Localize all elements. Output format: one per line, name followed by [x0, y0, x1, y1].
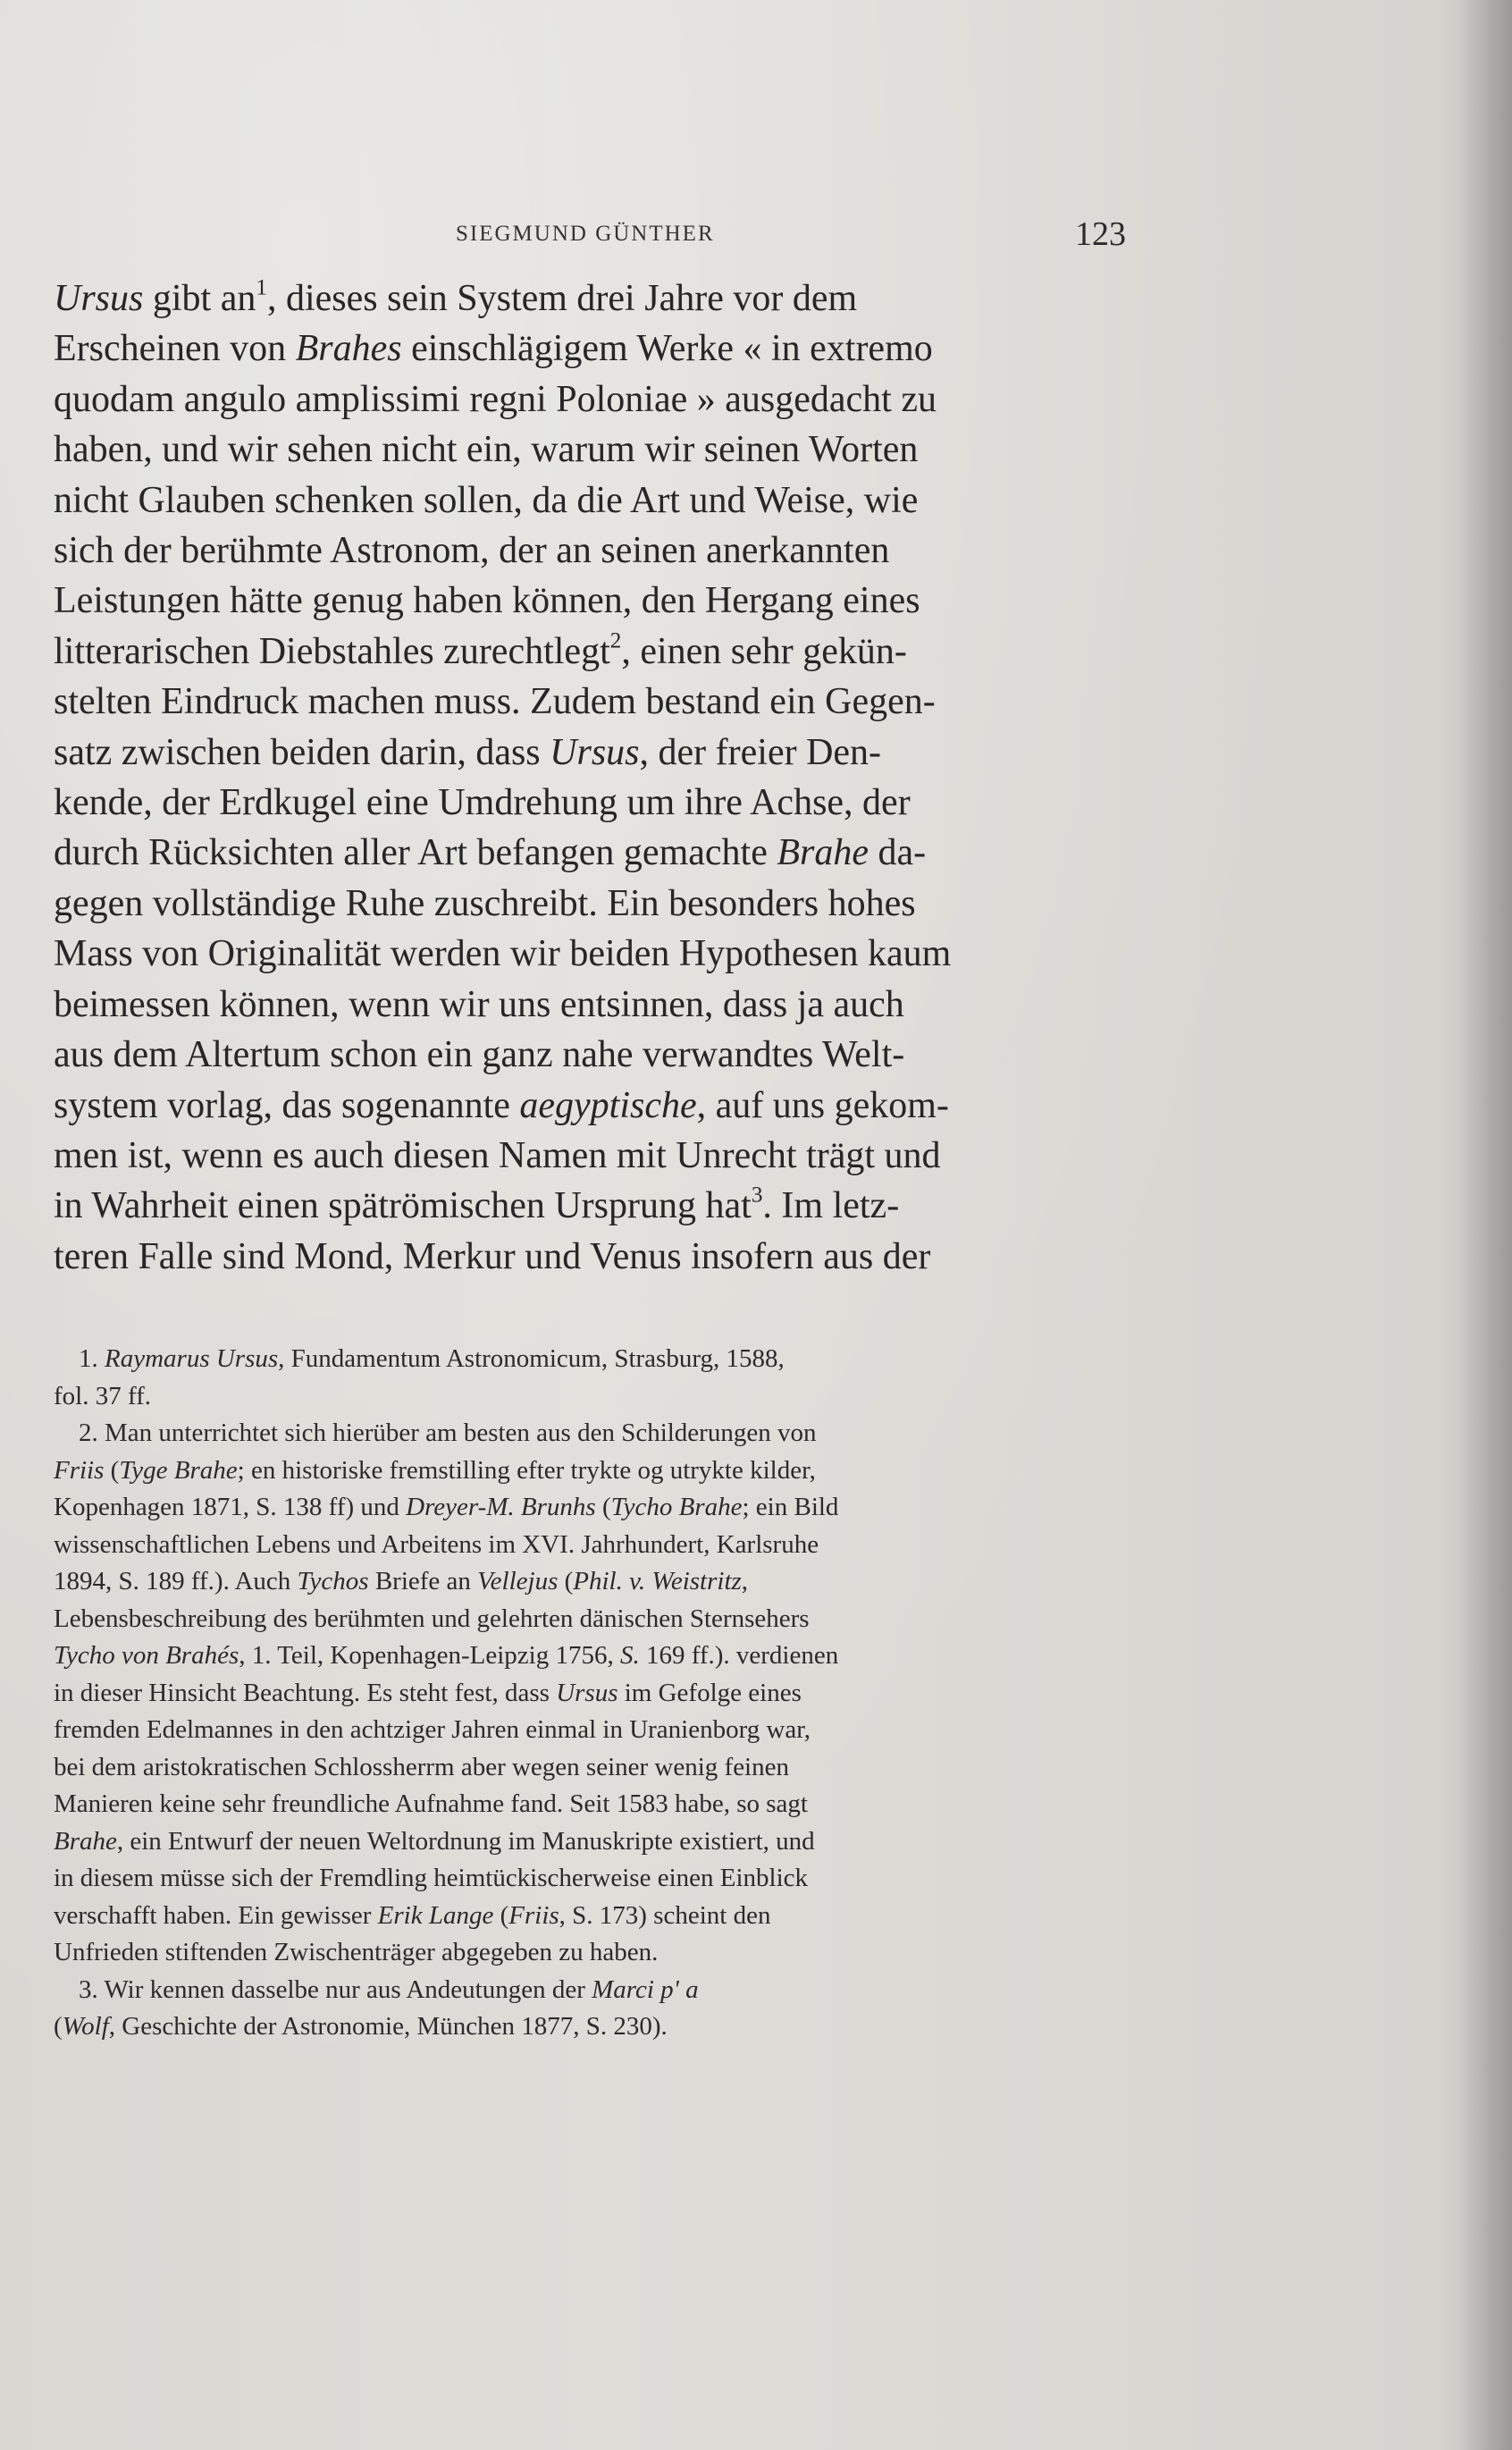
text-line	[54, 879, 1126, 929]
page-edge-shadow	[1458, 0, 1512, 2450]
italic-text: Tychos	[297, 1567, 369, 1595]
text-segment: einschlägigem Werke « in extremo	[401, 328, 933, 370]
footnote-line	[54, 1489, 1126, 1527]
text-segment: aus dem Altertum schon ein ganz nahe verwandtes Welt-	[54, 1034, 905, 1076]
text-line	[54, 778, 1126, 828]
footnote-line	[54, 1898, 1126, 1935]
footnote-line	[54, 1972, 1126, 2009]
italic-text: Brahes	[295, 328, 402, 370]
italic-text: Marci	[592, 1974, 654, 2004]
footnote-reference: 1	[256, 275, 267, 300]
text-segment: gegen vollständige Ruhe zuschreibt. Ein besonders hohes	[54, 882, 916, 924]
text-line	[54, 627, 1126, 677]
italic-text: Dreyer-M. Brunhs	[406, 1493, 596, 1521]
text-segment: (	[558, 1567, 574, 1595]
text-segment: teren Falle sind Mond, Merkur und Venus insofern aus der	[54, 1235, 931, 1277]
footnote-line	[54, 1341, 1126, 1378]
text-segment: da-	[869, 832, 927, 874]
text-line	[54, 274, 1126, 324]
text-segment: 169 ff.). verdienen	[639, 1641, 839, 1670]
italic-text: p' a	[660, 1974, 699, 2004]
footnote-line	[54, 1786, 1126, 1823]
page-number: 123	[1075, 215, 1126, 253]
text-segment: . Im letz-	[762, 1185, 900, 1227]
text-segment: , dieses sein System drei Jahre vor dem	[266, 278, 858, 319]
text-segment: in Wahrheit einen spätrömischen Ursprung hat	[54, 1185, 752, 1227]
italic-text: Ursus	[550, 731, 640, 773]
text-line	[54, 980, 1126, 1030]
italic-text: Brahe	[54, 1826, 117, 1856]
text-line	[54, 1030, 1126, 1080]
text-segment: litterarischen Diebstahles zurechtlegt	[54, 630, 610, 672]
text-segment: verschafft haben. Ein gewisser	[54, 1900, 378, 1930]
text-line	[54, 728, 1126, 778]
text-segment: nicht Glauben schenken sollen, da die Art und Weise, wie	[54, 479, 919, 521]
text-segment: kende, der Erdkugel eine Umdrehung um ihre Achse, der	[54, 782, 911, 824]
text-segment: , ein Entwurf der neuen Weltordnung im Manuskripte existiert, und	[116, 1826, 815, 1856]
footnote-line	[54, 1675, 1126, 1713]
text-segment: 1894, S. 189 ff.). Auch	[54, 1567, 298, 1595]
text-segment: Manieren keine sehr freundliche Aufnahme fand. Seit 1583 habe, so sagt	[54, 1789, 808, 1818]
italic-text: Tycho Brahe	[610, 1493, 743, 1521]
running-head: SIEGMUND GÜNTHER	[456, 222, 715, 246]
footnote-reference: 3	[751, 1183, 763, 1208]
italic-text: Erik Lange	[377, 1900, 494, 1930]
text-line	[54, 1081, 1126, 1131]
italic-text: S.	[619, 1641, 640, 1670]
text-segment: Briefe an	[368, 1567, 478, 1595]
italic-text: Friis	[508, 1900, 559, 1930]
main-text	[54, 274, 1126, 1282]
text-segment: Kopenhagen 1871, S. 138 ff) und	[54, 1493, 407, 1521]
text-segment: , 1. Teil, Kopenhagen-Leipzig 1756,	[239, 1641, 620, 1670]
text-line	[54, 576, 1126, 626]
text-segment: gibt an	[143, 278, 256, 319]
text-segment: , S. 173) scheint den	[559, 1900, 771, 1930]
text-segment: Lebensbeschreibung des berühmten und gelehrten dänischen Sternsehers	[54, 1604, 810, 1633]
italic-text: Ursus	[54, 278, 144, 319]
text-segment: stelten Eindruck machen muss. Zudem bestand ein Gegen-	[54, 681, 936, 723]
italic-text: Vellejus	[477, 1567, 559, 1595]
text-segment: fremden Edelmannes in den achtziger Jahren einmal in Uranienborg war,	[54, 1715, 811, 1744]
text-segment: in diesem müsse sich der Fremdling heimtückischerweise einen Einblick	[54, 1864, 809, 1892]
text-segment: fol. 37 ff.	[54, 1381, 152, 1410]
text-line	[54, 375, 1126, 425]
text-line	[54, 677, 1126, 727]
footnote-line	[54, 1638, 1126, 1675]
text-segment: ; ein Bild	[742, 1493, 839, 1521]
text-line	[54, 1232, 1126, 1282]
text-segment: durch Rücksichten aller Art befangen gemachte	[54, 832, 777, 874]
text-line	[54, 425, 1126, 475]
page-header	[54, 215, 1126, 254]
text-segment: , der freier Den-	[639, 731, 882, 773]
text-segment: 3. Wir kennen dasselbe nur aus Andeutungen der	[79, 1974, 592, 2004]
text-line	[54, 828, 1126, 878]
text-segment: system vorlag, das sogenannte	[54, 1084, 520, 1126]
footnote-line	[54, 1823, 1126, 1861]
italic-text: Friis	[54, 1455, 105, 1485]
text-segment: men ist, wenn es auch diesen Namen mit Unrecht trägt und	[54, 1134, 941, 1176]
text-segment: 1.	[79, 1344, 105, 1373]
text-segment: , Geschichte der Astronomie, München 1877, S. 230).	[108, 2012, 668, 2041]
text-segment: in dieser Hinsicht Beachtung. Es steht fest, dass	[54, 1678, 557, 1707]
text-segment: beimessen können, wenn wir uns entsinnen, dass ja auch	[54, 983, 904, 1025]
text-segment: , Fundamentum Astronomicum, Strasburg, 1588,	[278, 1344, 785, 1373]
text-segment: haben, und wir sehen nicht ein, warum wir seinen Worten	[54, 429, 919, 471]
footnotes	[54, 1341, 1126, 2046]
italic-text: Tycho von Brahés	[54, 1641, 239, 1670]
text-line	[54, 1181, 1126, 1231]
text-segment: wissenschaftlichen Lebens und Arbeitens im XVI. Jahrhundert, Karlsruhe	[54, 1529, 819, 1559]
footnote-line	[54, 1415, 1126, 1452]
text-segment: satz zwischen beiden darin, dass	[54, 731, 550, 773]
footnote-line	[54, 1712, 1126, 1749]
italic-text: Brahe	[777, 832, 869, 874]
text-segment: 2. Man unterrichtet sich hierüber am besten aus den Schilderungen von	[79, 1419, 817, 1447]
footnote-line	[54, 1601, 1126, 1638]
footnote-reference: 2	[609, 628, 622, 653]
text-segment: bei dem aristokratischen Schlossherrm aber wegen seiner wenig feinen	[54, 1752, 789, 1781]
text-line	[54, 476, 1126, 526]
text-segment: (	[104, 1455, 120, 1485]
italic-text: Raymarus Ursus	[105, 1344, 279, 1373]
text-segment: Mass von Originalität werden wir beiden Hypothesen kaum	[54, 933, 952, 975]
text-line	[54, 1131, 1126, 1181]
text-segment: sich der berühmte Astronom, der an seinen anerkannten	[54, 530, 890, 572]
text-segment: (	[493, 1900, 509, 1930]
text-segment: , einen sehr gekün-	[621, 630, 907, 672]
text-segment: quodam angulo amplissimi regni Poloniae » ausgedacht zu	[54, 378, 937, 420]
text-segment: ; en historiske fremstilling efter trykte og utrykte kilder,	[237, 1455, 816, 1485]
text-segment: , auf uns gekom-	[696, 1084, 949, 1126]
text-segment: Unfrieden stiftenden Zwischenträger abgegeben zu haben.	[54, 1938, 659, 1966]
text-segment: (	[595, 1493, 611, 1521]
footnote-line	[54, 1563, 1126, 1601]
footnote-line	[54, 1860, 1126, 1898]
footnote-line	[54, 1378, 1126, 1416]
italic-text: aegyptische	[519, 1084, 697, 1126]
text-segment: im Gefolge eines	[617, 1678, 802, 1707]
footnote-line	[54, 1527, 1126, 1564]
italic-text: Phil. v. Weistritz	[573, 1567, 742, 1595]
text-segment: (	[54, 2012, 63, 2041]
italic-text: Wolf	[62, 2012, 109, 2041]
footnote-line	[54, 2008, 1126, 2046]
text-segment: ,	[741, 1567, 749, 1595]
footnote-line	[54, 1934, 1126, 1972]
italic-text: Tyge Brahe	[119, 1455, 238, 1485]
text-line	[54, 929, 1126, 979]
text-segment: Erscheinen von	[54, 328, 296, 370]
italic-text: Ursus	[556, 1678, 618, 1707]
footnote-line	[54, 1749, 1126, 1787]
text-line	[54, 526, 1126, 576]
text-segment: Leistungen hätte genug haben können, den Hergang eines	[54, 580, 920, 622]
text-line	[54, 324, 1126, 374]
footnote-line	[54, 1452, 1126, 1490]
